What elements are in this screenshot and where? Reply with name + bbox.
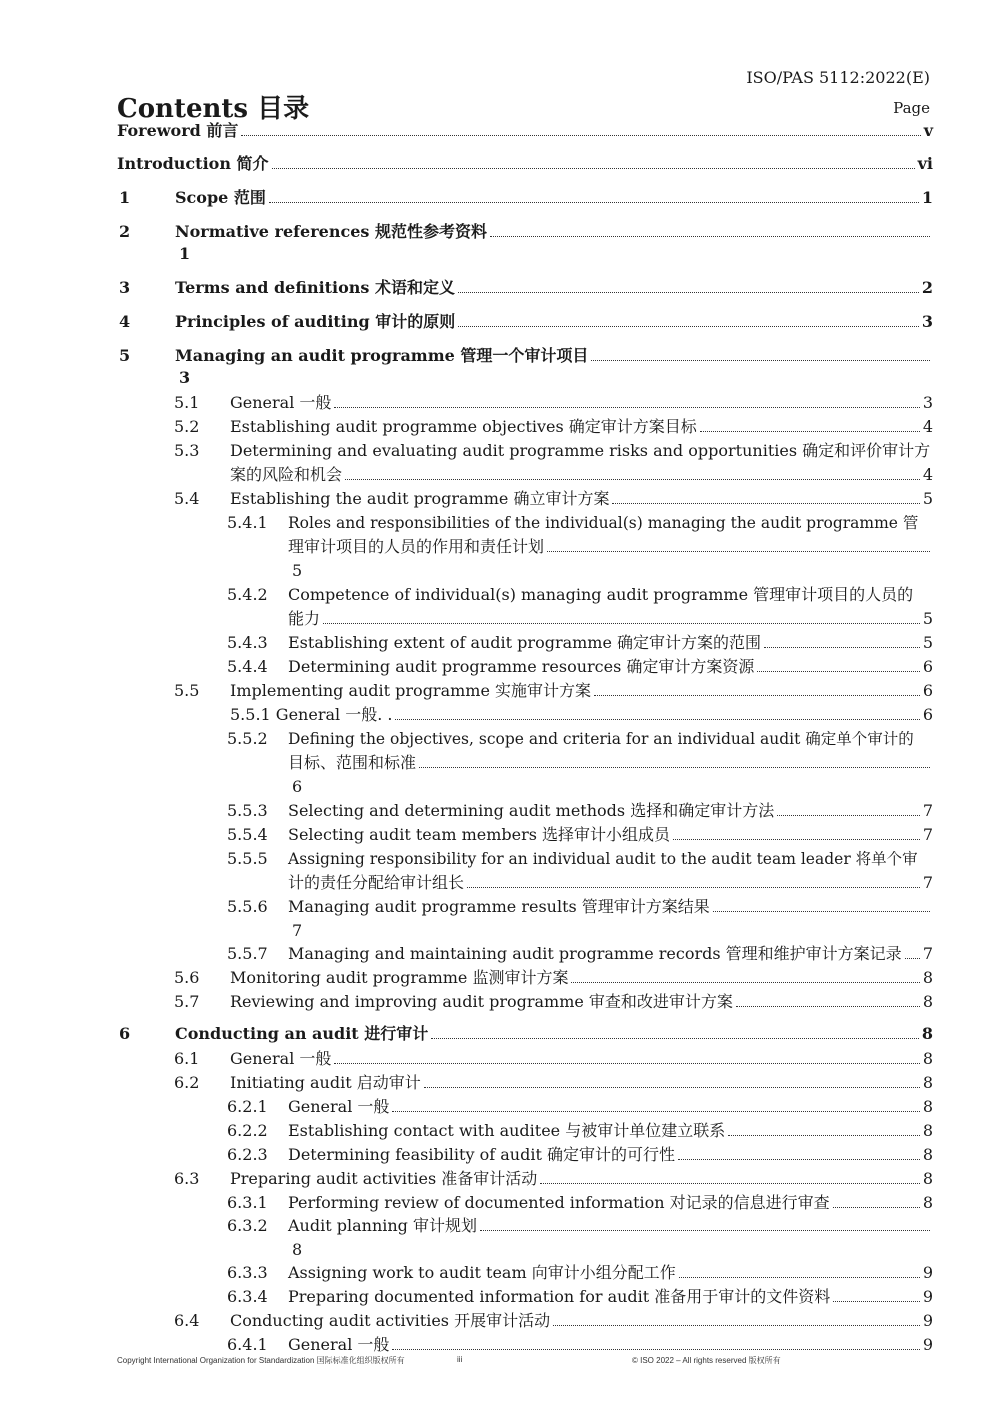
toc-entry-page: 2: [921, 278, 933, 297]
toc-entry[interactable]: [117, 153, 933, 175]
toc-entry-number: 5.4.3: [227, 633, 268, 652]
dot-leader: [700, 430, 920, 432]
toc-entry-label: Reviewing and improving audit programme 审查和改进审计方案: [230, 992, 733, 1011]
toc-entry-number: 6.3.1: [227, 1193, 268, 1212]
toc-entry[interactable]: [117, 1047, 933, 1071]
toc-entry-page: 3: [179, 368, 191, 387]
toc-entry-number: 2: [119, 222, 131, 241]
toc-entry-number: 6.2.1: [227, 1097, 268, 1116]
toc-entry-page: 4: [922, 465, 933, 484]
toc-entry-label: Determining audit programme resources 确定审计方案资源: [288, 657, 755, 676]
toc-entry[interactable]: [117, 895, 933, 943]
toc-entry-label: Audit planning 审计规划: [288, 1216, 477, 1235]
dot-leader: [833, 1300, 920, 1302]
page-column-header: Page: [893, 99, 930, 117]
toc-entry-label: Principles of auditing 审计的原则: [175, 312, 456, 331]
toc-entry-label: Establishing audit programme objectives 确定审计方案目标: [230, 417, 697, 436]
dot-leader: [571, 981, 919, 983]
toc-entry[interactable]: [117, 391, 933, 415]
toc-entry-label: 理审计项目的人员的作用和责任计划: [288, 537, 545, 556]
toc-entry-label: 能力: [288, 609, 321, 628]
toc-entry-page: 4: [922, 417, 933, 436]
toc-entry-label: Defining the objectives, scope and criteria for an individual audit 确定单个审计的: [288, 730, 914, 748]
toc-entry-label: Determining and evaluating audit programme risks and opportunities 确定和评价审计方: [230, 441, 931, 460]
toc-entry-label: Roles and responsibilities of the individual(s) managing the audit programme 管: [288, 514, 919, 532]
dot-leader: [424, 1086, 920, 1088]
toc-entry[interactable]: [117, 415, 933, 439]
toc-entry[interactable]: [117, 311, 933, 333]
toc-entry-page: 8: [292, 1240, 303, 1259]
toc-entry-number: 5.5: [174, 681, 200, 700]
toc-entry-number: 5.6: [174, 968, 200, 987]
dot-leader: [757, 670, 919, 672]
dot-leader: [480, 1229, 930, 1231]
toc-entry[interactable]: [117, 823, 933, 847]
toc-entry-page: 3: [921, 312, 933, 331]
toc-entry-label: General 一般: [288, 1335, 390, 1354]
toc-entry[interactable]: [117, 1119, 933, 1143]
toc-entry[interactable]: [117, 487, 933, 511]
toc-entry-label: Monitoring audit programme 监测审计方案: [230, 968, 569, 987]
toc-entry[interactable]: [117, 583, 933, 631]
toc-entry-page: 8: [922, 1097, 933, 1116]
toc-entry[interactable]: [117, 345, 933, 389]
footer-copyright: Copyright International Organization for Standardization 国际标准化组织版权所有: [117, 1356, 405, 1365]
toc-entry-label: Managing an audit programme 管理一个审计项目: [175, 346, 589, 365]
dot-leader: [458, 325, 919, 327]
toc-entry[interactable]: [117, 1191, 933, 1215]
toc-entry-number: 5.4: [174, 489, 200, 508]
dot-leader: [395, 718, 919, 720]
toc-entry[interactable]: [117, 1333, 933, 1357]
toc-entry-page: 8: [922, 1193, 933, 1212]
toc-entry-label: General 一般: [288, 1097, 390, 1116]
toc-entry-label: 目标、范围和标准: [288, 753, 417, 772]
toc-entry[interactable]: [117, 727, 933, 799]
toc-entry-label: Competence of individual(s) managing audit programme 管理审计项目的人员的: [288, 585, 914, 604]
toc-entry-page: 7: [922, 944, 933, 963]
toc-entry-label: Establishing the audit programme 确立审计方案: [230, 489, 610, 508]
dot-leader: [764, 646, 920, 648]
dot-leader: [777, 814, 920, 816]
page-title: Contents 目录: [117, 94, 310, 124]
toc-entry-label: Assigning responsibility for an individual audit to the audit team leader 将单个审: [288, 850, 918, 868]
toc-entry-number: 5.5.2: [227, 729, 268, 748]
dot-leader: [673, 838, 920, 840]
toc-entry-number: 5.7: [174, 992, 200, 1011]
toc-entry-page: 5: [922, 633, 933, 652]
toc-entry-number: 5.1: [174, 393, 200, 412]
toc-entry-page: 9: [922, 1311, 933, 1330]
toc-entry[interactable]: [117, 966, 933, 990]
toc-entry-number: 6.2.2: [227, 1121, 268, 1140]
toc-entry-label: Scope 范围: [175, 188, 266, 207]
toc-entry-number: 5.2: [174, 417, 200, 436]
toc-entry-page: 6: [292, 777, 303, 796]
toc-entry-number: 6.3: [174, 1169, 200, 1188]
toc-entry-number: 6.2.3: [227, 1145, 268, 1164]
toc-entry-page: 1: [921, 188, 933, 207]
toc-entry[interactable]: [117, 1095, 933, 1119]
toc-entry[interactable]: [117, 1167, 933, 1191]
toc-entry-label: Foreword 前言: [117, 121, 239, 140]
toc-entry-page: 7: [922, 873, 933, 892]
toc-entry-label: 案的风险和机会: [230, 465, 343, 484]
toc-entry[interactable]: [117, 1261, 933, 1285]
toc-entry[interactable]: [117, 511, 933, 583]
toc-entry-page: 8: [922, 1145, 933, 1164]
toc-entry-page: 7: [922, 801, 933, 820]
toc-entry-number: 5.4.2: [227, 585, 268, 604]
dot-leader: [612, 502, 919, 504]
toc-entry-label: Managing and maintaining audit programme records 管理和维护审计方案记录: [288, 944, 902, 963]
toc-entry[interactable]: [117, 631, 933, 655]
toc-entry-page: vi: [917, 154, 933, 173]
toc-entry-number: 6.3.2: [227, 1216, 268, 1235]
toc-entry-label: 5.5.1 General 一般. .: [230, 705, 393, 724]
toc-entry-number: 5.4.4: [227, 657, 268, 676]
toc-entry-number: 6.1: [174, 1049, 200, 1068]
dot-leader: [458, 291, 919, 293]
dot-leader: [591, 359, 930, 361]
toc-entry-number: 4: [119, 312, 131, 331]
toc-entry[interactable]: [117, 703, 933, 727]
toc-entry-number: 6.2: [174, 1073, 200, 1092]
toc-entry[interactable]: [117, 942, 933, 966]
dot-leader: [345, 478, 920, 480]
toc-entry-number: 3: [119, 278, 131, 297]
toc-entry-label: General 一般: [230, 1049, 332, 1068]
dot-leader: [419, 766, 930, 768]
dot-leader: [490, 235, 930, 237]
dot-leader: [334, 406, 919, 408]
toc-entry[interactable]: [117, 187, 933, 209]
toc-entry-label: Establishing extent of audit programme 确定审计方案的范围: [288, 633, 762, 652]
toc-entry-label: Conducting audit activities 开展审计活动: [230, 1311, 551, 1330]
toc-entry-number: 5.5.5: [227, 849, 268, 868]
dot-leader: [713, 910, 930, 912]
toc-entry[interactable]: [117, 1071, 933, 1095]
toc-entry-label: Terms and definitions 术语和定义: [175, 278, 456, 297]
dot-leader: [540, 1182, 920, 1184]
dot-leader: [431, 1037, 919, 1039]
toc-entry-page: 7: [922, 825, 933, 844]
toc-entry[interactable]: [117, 799, 933, 823]
toc-entry-page: 8: [922, 1049, 933, 1068]
dot-leader: [594, 694, 920, 696]
toc-entry[interactable]: [117, 1309, 933, 1333]
dot-leader: [392, 1110, 919, 1112]
dot-leader: [323, 622, 920, 624]
toc-entry-number: 5.5.7: [227, 944, 268, 963]
toc-entry-label: Managing audit programme results 管理审计方案结果: [288, 897, 710, 916]
toc-entry-page: 3: [922, 393, 933, 412]
toc-entry-number: 6.3.3: [227, 1263, 268, 1282]
footer-rights: © ISO 2022 – All rights reserved 版权所有: [632, 1356, 781, 1365]
toc-entry-number: 5: [119, 346, 131, 365]
toc-entry[interactable]: [117, 847, 933, 895]
toc-entry-page: 9: [922, 1263, 933, 1282]
toc-entry[interactable]: [117, 1023, 933, 1045]
dot-leader: [547, 550, 930, 552]
toc-entry-page: v: [923, 121, 933, 140]
toc-entry-page: 9: [922, 1287, 933, 1306]
toc-entry-page: 8: [922, 1073, 933, 1092]
dot-leader: [728, 1134, 920, 1136]
dot-leader: [736, 1005, 920, 1007]
toc-entry-number: 1: [119, 188, 131, 207]
dot-leader: [833, 1206, 920, 1208]
toc-entry[interactable]: [117, 277, 933, 299]
toc-entry-number: 5.5.6: [227, 897, 268, 916]
toc-entry-label: Establishing contact with auditee 与被审计单位建立联系: [288, 1121, 726, 1140]
toc-entry-number: 6.4: [174, 1311, 200, 1330]
toc-entry-label: Preparing documented information for audit 准备用于审计的文件资料: [288, 1287, 831, 1306]
footer-page-number: iii: [457, 1355, 463, 1364]
toc-entry-page: 8: [922, 1121, 933, 1140]
toc-entry-page: 5: [922, 609, 933, 628]
dot-leader: [467, 886, 920, 888]
toc-entry-label: Initiating audit 启动审计: [230, 1073, 421, 1092]
toc-entry[interactable]: [117, 439, 933, 487]
toc-entry-number: 5.4.1: [227, 513, 268, 532]
toc-entry-number: 5.3: [174, 441, 200, 460]
toc-entry-number: 5.5.3: [227, 801, 268, 820]
toc-entry-page: 8: [921, 1024, 933, 1043]
toc-entry[interactable]: [117, 655, 933, 679]
toc-entry-label: Performing review of documented information 对记录的信息进行审查: [288, 1193, 830, 1212]
toc-entry-page: 9: [922, 1335, 933, 1354]
toc-entry-page: 6: [922, 681, 933, 700]
dot-leader: [269, 201, 919, 203]
toc-entry[interactable]: [117, 1214, 933, 1262]
toc-entry-page: 8: [922, 968, 933, 987]
dot-leader: [241, 134, 920, 136]
toc-entry[interactable]: [117, 1143, 933, 1167]
toc-entry-label: Selecting and determining audit methods 选择和确定审计方法: [288, 801, 775, 820]
toc-entry-label: Introduction 简介: [117, 154, 269, 173]
toc-entry-page: 8: [922, 992, 933, 1011]
toc-entry-page: 7: [292, 921, 303, 940]
toc-entry-label: 计的责任分配给审计组长: [288, 873, 465, 892]
dot-leader: [392, 1348, 919, 1350]
toc-entry-page: 6: [922, 657, 933, 676]
toc-entry-page: 6: [922, 705, 933, 724]
toc-entry[interactable]: [117, 990, 933, 1014]
toc-entry-label: Assigning work to audit team 向审计小组分配工作: [288, 1263, 676, 1282]
toc-entry-label: Preparing audit activities 准备审计活动: [230, 1169, 538, 1188]
toc-entry-page: 1: [179, 244, 191, 263]
toc-entry-label: Implementing audit programme 实施审计方案: [230, 681, 592, 700]
toc-entry[interactable]: [117, 1285, 933, 1309]
toc-entry-number: 6.4.1: [227, 1335, 268, 1354]
toc-entry[interactable]: [117, 120, 933, 142]
toc-entry-label: Determining feasibility of audit 确定审计的可行性: [288, 1145, 675, 1164]
dot-leader: [679, 1276, 920, 1278]
document-id: ISO/PAS 5112:2022(E): [746, 68, 930, 87]
dot-leader: [678, 1158, 920, 1160]
dot-leader: [272, 167, 915, 169]
dot-leader: [905, 957, 920, 959]
toc-entry-page: 5: [292, 561, 303, 580]
toc-entry-page: 8: [922, 1169, 933, 1188]
toc-entry-number: 6: [119, 1024, 131, 1043]
dot-leader: [334, 1062, 919, 1064]
toc-entry-label: Normative references 规范性参考资料: [175, 222, 487, 241]
toc-entry-label: General 一般: [230, 393, 332, 412]
toc-entry-label: Conducting an audit 进行审计: [175, 1024, 429, 1043]
toc-entry-label: Selecting audit team members 选择审计小组成员: [288, 825, 671, 844]
toc-entry-page: 5: [922, 489, 933, 508]
toc-entry-number: 6.3.4: [227, 1287, 268, 1306]
toc-entry[interactable]: [117, 221, 933, 265]
dot-leader: [553, 1324, 920, 1326]
toc-entry-number: 5.5.4: [227, 825, 268, 844]
toc-entry[interactable]: [117, 679, 933, 703]
